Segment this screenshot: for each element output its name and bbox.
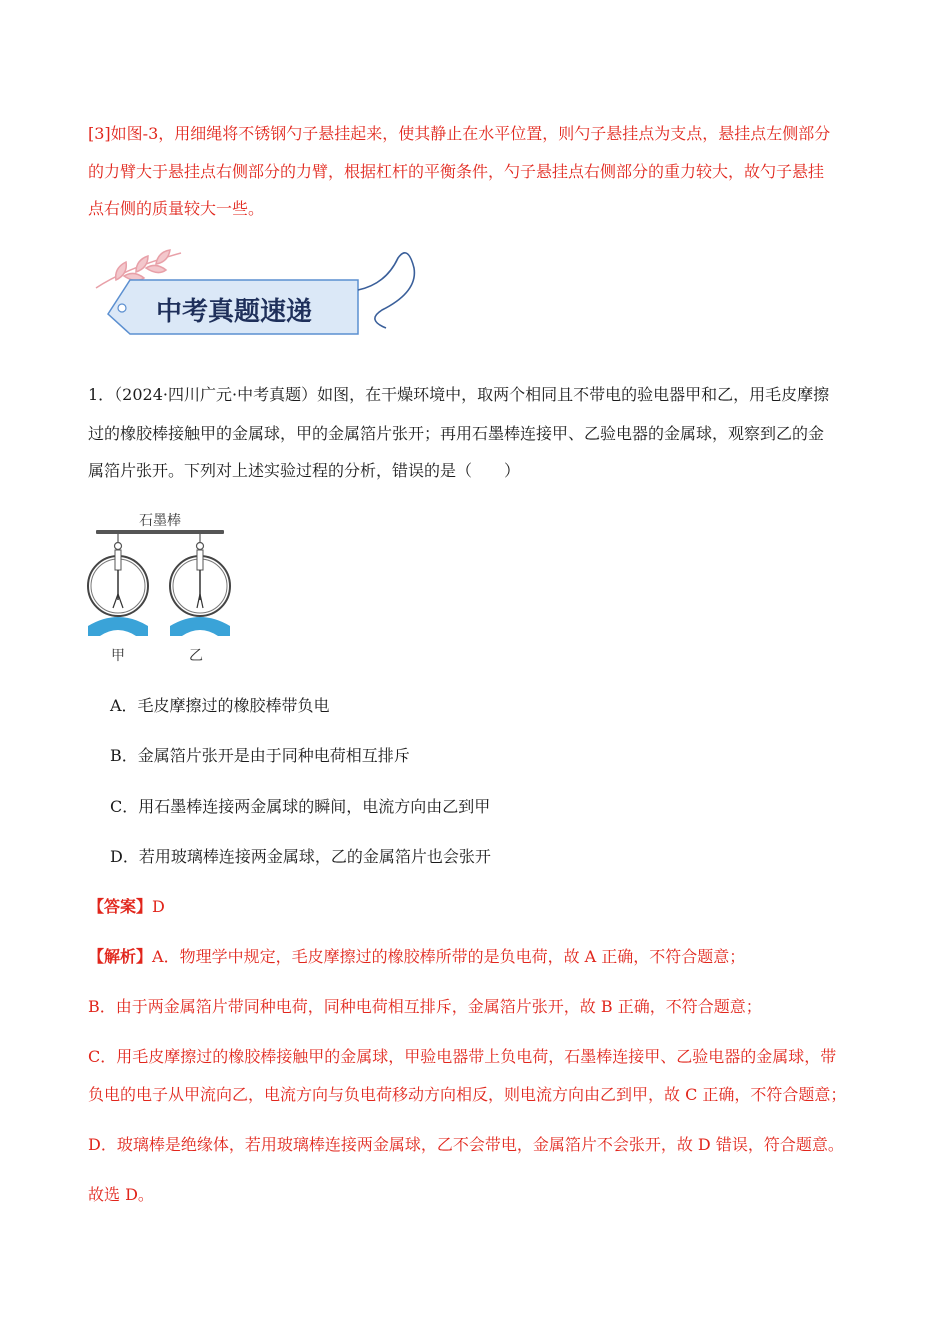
analysis-line-b: B．由于两金属箔片带同种电荷，同种电荷相互排斥，金属箔片张开，故 B 正确，不符合题意； bbox=[88, 997, 762, 1016]
analysis-line-a bbox=[88, 947, 878, 967]
option-c: C．用石墨棒连接两金属球的瞬间，电流方向由乙到甲 bbox=[110, 797, 491, 816]
option-b: B．金属箔片张开是由于同种电荷相互排斥 bbox=[110, 746, 410, 765]
analysis-conclusion: 故选 D。 bbox=[88, 1185, 154, 1204]
graphite-rod bbox=[96, 530, 224, 534]
prev-answer-line-1: [3]如图-3，用细绳将不锈钢勺子悬挂起来，使其静止在水平位置，则勺子悬挂点为支点，悬挂点左侧部分 bbox=[88, 124, 831, 143]
option-d: D．若用玻璃棒连接两金属球，乙的金属箔片也会张开 bbox=[110, 847, 491, 866]
answer-line bbox=[88, 897, 878, 917]
electroscope-right bbox=[170, 534, 230, 636]
answer-tag: 【答案】 bbox=[88, 897, 153, 916]
analysis-line-d: D．玻璃棒是绝缘体，若用玻璃棒连接两金属球，乙不会带电，金属箔片不会张开，故 D 错误，符合题意。 bbox=[88, 1135, 844, 1154]
question-line-2: 过的橡胶棒接触甲的金属球，甲的金属箔片张开；再用石墨棒连接甲、乙验电器的金属球，观察到乙的金 bbox=[88, 424, 825, 443]
analysis-line-c2: 负电的电子从甲流向乙，电流方向与负电荷移动方向相反，则电流方向由乙到甲，故 C 正确，不符合题意； bbox=[88, 1085, 847, 1104]
electroscope-figure bbox=[80, 508, 240, 668]
prev-answer-line-3: 点右侧的质量较大一些。 bbox=[88, 199, 265, 218]
electroscope-left-label: 甲 bbox=[111, 648, 125, 664]
analysis-tag: 【解析】 bbox=[88, 947, 153, 966]
prev-answer-line-2: 的力臂大于悬挂点右侧部分的力臂，根据杠杆的平衡条件，勺子悬挂点右侧部分的重力较大，故勺子悬挂 bbox=[88, 162, 825, 181]
answer-value: D bbox=[152, 897, 165, 916]
section-banner bbox=[86, 248, 436, 348]
banner-title: 中考真题速递 bbox=[156, 297, 313, 327]
question-line-3: 属箔片张开。下列对上述实验过程的分析，错误的是（ ） bbox=[88, 461, 521, 480]
analysis-a-text: A．物理学中规定，毛皮摩擦过的橡胶棒所带的是负电荷，故 A 正确，不符合题意； bbox=[152, 947, 746, 966]
option-a: A．毛皮摩擦过的橡胶棒带负电 bbox=[110, 696, 330, 715]
electroscope-right-label: 乙 bbox=[189, 648, 203, 664]
question-line-1: 1．（2024·四川广元·中考真题）如图，在干燥环境中，取两个相同且不带电的验电器甲和乙，用毛皮摩擦 bbox=[88, 385, 830, 404]
electroscope-left bbox=[88, 534, 148, 636]
analysis-line-c1: C．用毛皮摩擦过的橡胶棒接触甲的金属球，甲验电器带上负电荷，石墨棒连接甲、乙验电器的金属球，带 bbox=[88, 1047, 837, 1066]
graphite-rod-label: 石墨棒 bbox=[139, 513, 181, 529]
